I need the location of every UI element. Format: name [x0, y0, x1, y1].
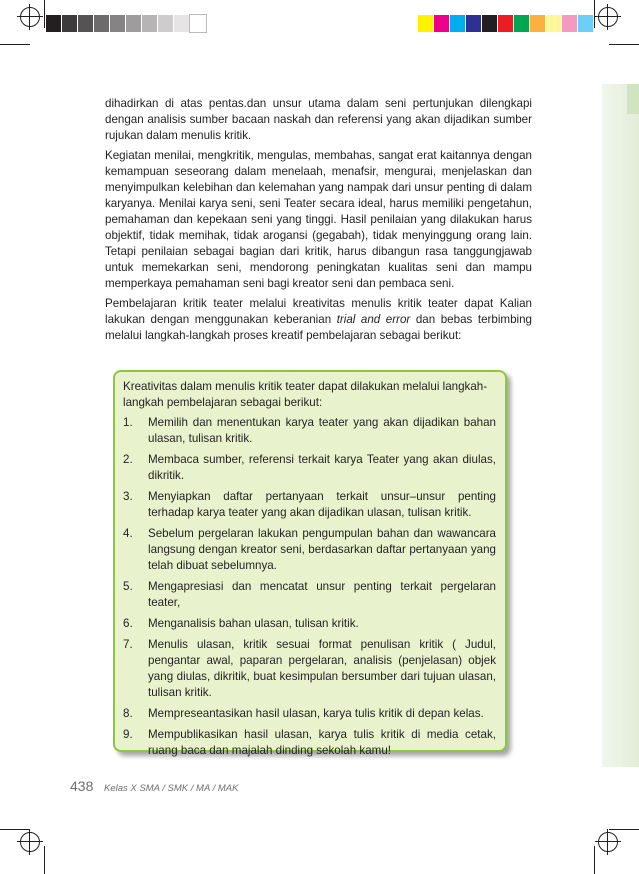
step-text: Mengapresiasi dan mencatat unsur penting terkait pergelaran teater, [148, 580, 496, 609]
color-swatch [578, 15, 594, 32]
color-swatch [46, 15, 62, 32]
color-swatch [126, 15, 142, 32]
crop-mark [0, 44, 30, 45]
color-swatch [482, 15, 498, 32]
paragraph [105, 296, 532, 344]
color-swatch [498, 15, 514, 32]
step-text: Mempreseantasikan hasil ulasan, karya tulis kritik di depan kelas. [148, 707, 484, 720]
color-swatch [158, 15, 174, 32]
paragraph-text: Pembelajaran kritik teater melalui kreativitas menulis kritik teater dapat Kalian lakukan dengan menggunakan keberanian [105, 297, 532, 326]
registration-mark-top-right [598, 7, 618, 27]
list-item [123, 415, 496, 447]
color-swatch [190, 15, 206, 32]
steps-box [113, 370, 507, 757]
book-title: Kelas X SMA / SMK / MA / MAK [104, 783, 239, 794]
step-number: 5. [123, 580, 133, 593]
paragraph: dihadirkan di atas pentas.dan unsur utama dalam seni pertunjukan dilengkapi dengan analisis sumber bacaan naskah dan referensi yang akan dijadikan sumber rujukan dalam menulis kritik. [105, 97, 532, 142]
list-item [123, 706, 496, 722]
color-swatch [174, 15, 190, 32]
paragraph-text: dan bebas terbimbing melalui langkah-langkah proses kreatif pembelajaran sebagai berikut: [105, 313, 532, 342]
color-swatch [418, 15, 434, 32]
crop-mark [44, 0, 45, 28]
step-number: 6. [123, 617, 133, 630]
crop-mark [594, 0, 595, 28]
cmyk-color-bar [418, 15, 594, 32]
color-swatch [562, 15, 578, 32]
crop-mark [609, 44, 639, 45]
steps-list [123, 415, 496, 759]
step-text: Menulis ulasan, kritik sesuai format penulisan kritik ( Judul, pengantar awal, paparan pergelaran, analisis (penjelasan) objek yang diulas, dikritik, buat kesimpulan bersumber dari tujuan ulasan, tulisan kritik. [148, 638, 496, 699]
step-number: 2. [123, 453, 133, 466]
color-swatch [514, 15, 530, 32]
crop-mark [609, 829, 639, 830]
list-item [123, 526, 496, 574]
step-text: Menganalisis bahan ulasan, tulisan kritik. [148, 617, 359, 630]
step-number: 7. [123, 638, 133, 651]
side-tab-decoration [602, 84, 639, 767]
body-text [105, 96, 532, 348]
step-number: 1. [123, 416, 133, 429]
registration-mark-top-left [20, 7, 40, 27]
step-text: Memilih dan menentukan karya teater yang akan dijadikan bahan ulasan, tulisan kritik. [148, 416, 496, 445]
list-item [123, 579, 496, 611]
color-swatch [466, 15, 482, 32]
list-item [123, 616, 496, 632]
step-number: 4. [123, 527, 133, 540]
registration-mark-bottom-left [20, 832, 40, 852]
crop-mark [44, 846, 45, 874]
color-swatch [434, 15, 450, 32]
list-item [123, 727, 496, 759]
step-number: 9. [123, 728, 133, 741]
color-swatch [110, 15, 126, 32]
color-swatch [62, 15, 78, 32]
list-item [123, 489, 496, 521]
page-number: 438 [70, 778, 94, 794]
registration-mark-bottom-right [598, 832, 618, 852]
list-item [123, 637, 496, 701]
color-swatch [530, 15, 546, 32]
step-number: 3. [123, 490, 133, 503]
color-swatch [450, 15, 466, 32]
italic-term: trial and error [336, 313, 411, 326]
list-item [123, 452, 496, 484]
gray-color-bar [46, 15, 206, 32]
crop-mark [594, 846, 595, 874]
color-swatch [94, 15, 110, 32]
color-swatch [142, 15, 158, 32]
color-swatch [78, 15, 94, 32]
step-text: Sebelum pergelaran lakukan pengumpulan bahan dan wawancara langsung dengan kreator seni, berdasarkan daftar pertanyaan yang telah dibuat sebelumnya. [148, 527, 496, 572]
crop-mark [0, 829, 30, 830]
step-text: Menyiapkan daftar pertanyaan terkait unsur–unsur penting terhadap karya teater yang akan dijadikan ulasan, tulisan kritik. [148, 490, 496, 519]
color-swatch [546, 15, 562, 32]
step-text: Mempublikasikan hasil ulasan, karya tulis kritik di media cetak, ruang baca dan majalah dinding sekolah kamu! [148, 728, 496, 757]
box-intro: Kreativitas dalam menulis kritik teater dapat dilakukan melalui langkah-langkah pembelajaran sebagai berikut: [123, 380, 488, 409]
step-number: 8. [123, 707, 133, 720]
page-footer [70, 778, 238, 794]
paragraph: Kegiatan menilai, mengkritik, mengulas, membahas, sangat erat kaitannya dengan kemampuan seseorang dalam menelaah, menafsir, mengurai, menjelaskan dan menyimpulkan kelebihan dan kelemahan yang nampak dari unsur penting di dalam karyanya. Menilai karya seni, seni Teater secara ideal, harus memiliki pengetahun, pemahaman dan kepekaan seni yang tinggi. Hasil penilaian yang dilakukan harus objektif, tidak memihak, tidak arogansi (gegabah), tidak menyinggung orang lain. Tetapi penilaian sebagai bagian dari kritik, harus dibangun rasa tanggungjawab untuk memekarkan seni, mendorong peningkatan kualitas seni dan mampu memperkaya pemahaman seni bagi kreator seni dan pembaca seni. [105, 149, 532, 290]
step-text: Membaca sumber, referensi terkait karya Teater yang akan diulas, dikritik. [148, 453, 496, 482]
